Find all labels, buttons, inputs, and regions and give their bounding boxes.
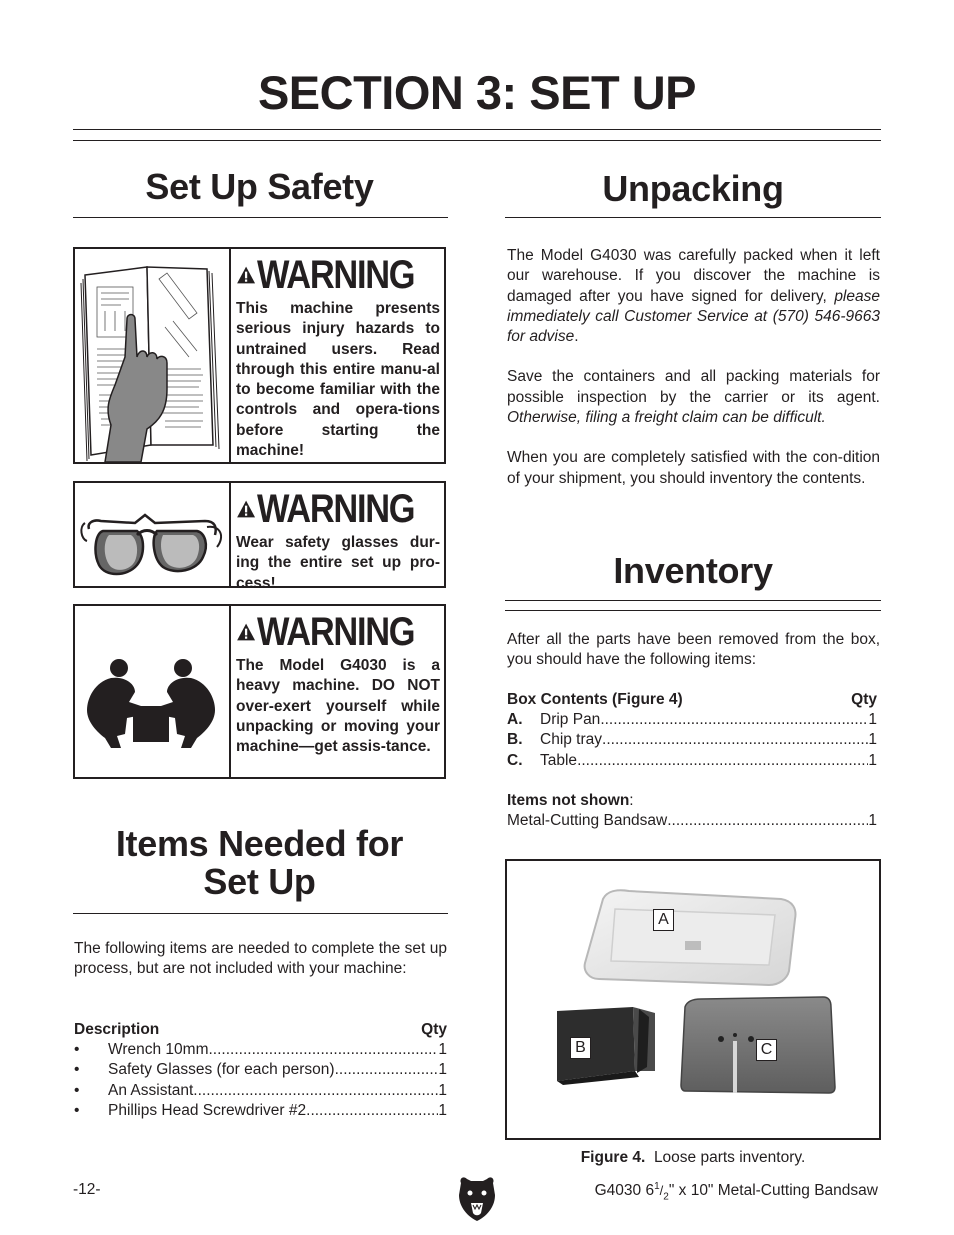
grizzly-bear-logo-icon — [457, 1175, 497, 1228]
warning-label: WARNING — [257, 487, 415, 531]
item-qty: 1 — [868, 711, 877, 729]
unpacking-body — [507, 246, 880, 509]
description-column-header: Description — [74, 1021, 160, 1038]
inventory-rule-bottom — [505, 610, 881, 611]
list-item — [74, 1040, 447, 1060]
qty-column-header: Qty — [421, 1021, 447, 1038]
list-item — [507, 811, 877, 831]
item-qty: 1 — [868, 751, 877, 769]
warning-triangle-icon — [236, 258, 256, 292]
figure-label-b: B — [570, 1037, 591, 1059]
set-up-safety-heading: Set Up Safety — [145, 166, 374, 207]
item-qty: 1 — [868, 731, 877, 749]
warning-label: WARNING — [257, 610, 415, 654]
bullet: • — [74, 1041, 80, 1059]
item-name: Wrench 10mm — [108, 1041, 209, 1059]
figure-label-a: A — [653, 909, 674, 931]
set-up-safety-rule — [73, 217, 448, 218]
items-needed-list — [74, 1020, 447, 1121]
item-letter: C. — [507, 751, 523, 769]
manual-reading-icon — [75, 249, 231, 462]
bullet: • — [74, 1101, 80, 1119]
title-rule-top — [73, 129, 881, 130]
items-not-shown-header: Items not shown : — [507, 791, 877, 811]
bullet: • — [74, 1061, 80, 1079]
inventory-rule-top — [505, 600, 881, 601]
box-contents-label: Box Contents (Figure 4) — [507, 691, 683, 708]
figure-label-c: C — [756, 1039, 777, 1061]
list-item — [507, 710, 877, 730]
warning-box-manual — [73, 247, 446, 464]
warning-text: This machine presents serious injury hazards to untrained users. Read through this entire manu-al to become familiar with the controls and opera-tions before starting the machine! — [236, 300, 440, 460]
bullet: • — [74, 1081, 80, 1099]
items-needed-header-row — [74, 1020, 447, 1040]
warning-box-heavy — [73, 604, 446, 779]
qty-column-header: Qty — [851, 691, 877, 708]
warning-triangle-icon — [236, 615, 256, 649]
warning-box-glasses — [73, 481, 446, 592]
list-item — [74, 1101, 447, 1121]
item-qty: 1 — [868, 812, 877, 830]
warning-label: WARNING — [257, 253, 415, 297]
figure-caption — [505, 1148, 881, 1168]
list-item — [74, 1081, 447, 1101]
item-name: Phillips Head Screwdriver #2 — [108, 1101, 307, 1119]
section-title: SECTION 3: SET UP — [257, 66, 697, 119]
items-needed-heading-line2: Set Up — [203, 861, 316, 902]
item-qty: 1 — [438, 1081, 447, 1099]
list-item — [507, 730, 877, 750]
unpacking-heading: Unpacking — [602, 168, 784, 209]
warning-text: Wear safety glasses dur-ing the entire set up pro-cess! — [236, 534, 440, 592]
figure-caption-text: Loose parts inventory. — [653, 1149, 806, 1166]
item-name: Safety Glasses (for each person) — [108, 1061, 335, 1079]
item-name: Drip Pan — [540, 711, 601, 729]
item-qty: 1 — [438, 1061, 447, 1079]
items-needed-intro: The following items are needed to complete the set up process, but are not included with your machine: — [74, 940, 447, 978]
footer-model: G4030 $6^1/_2$" x 10" Metal-Cutting Bandsaw — [594, 1181, 878, 1203]
items-not-shown-label: Items not shown — [507, 791, 630, 809]
item-letter: B. — [507, 731, 523, 749]
two-person-lift-icon — [75, 606, 231, 777]
safety-glasses-icon — [75, 483, 231, 586]
items-needed-heading — [73, 825, 446, 901]
item-name: An Assistant — [108, 1081, 194, 1099]
list-item — [74, 1060, 447, 1080]
inventory-header-row — [507, 690, 877, 710]
list-item — [507, 751, 877, 771]
unpacking-paragraph-3: When you are completely satisfied with the con-dition of your shipment, you should inventory the contents. — [507, 449, 880, 487]
item-letter: A. — [507, 711, 523, 729]
unpacking-paragraph-1: The Model G4030 was carefully packed when it left our warehouse. If you discover the machine is damaged after you have signed for delivery, please immediately call Customer Service at (570) 546-9663 for advise. — [507, 247, 880, 346]
item-name: Table — [540, 751, 578, 769]
item-qty: 1 — [438, 1041, 447, 1059]
title-rule-bottom — [73, 140, 881, 141]
item-name: Chip tray — [540, 731, 603, 749]
warning-text: The Model G4030 is a heavy machine. DO NOT over-exert yourself while unpacking or moving your machine—get assis-tance. — [236, 657, 440, 756]
unpacking-rule — [505, 217, 881, 218]
inventory-intro: After all the parts have been removed from the box, you should have the following items: — [507, 631, 880, 669]
item-name: Metal-Cutting Bandsaw — [507, 812, 668, 830]
inventory-heading: Inventory — [613, 550, 773, 591]
inventory-list — [507, 690, 877, 831]
warning-triangle-icon — [236, 492, 256, 526]
unpacking-paragraph-2: Save the containers and all packing materials for possible inspection by the carrier or its agent. Otherwise, filing a freight claim can be difficult. — [507, 368, 880, 427]
figure-4 — [505, 859, 881, 1140]
items-needed-rule — [73, 913, 448, 914]
figure-caption-label: Figure 4. — [580, 1149, 646, 1166]
items-needed-heading-line1: Items Needed for — [115, 823, 404, 864]
loose-parts-photo — [507, 861, 879, 1138]
item-qty: 1 — [438, 1101, 447, 1119]
page-number: -12- — [73, 1181, 101, 1198]
